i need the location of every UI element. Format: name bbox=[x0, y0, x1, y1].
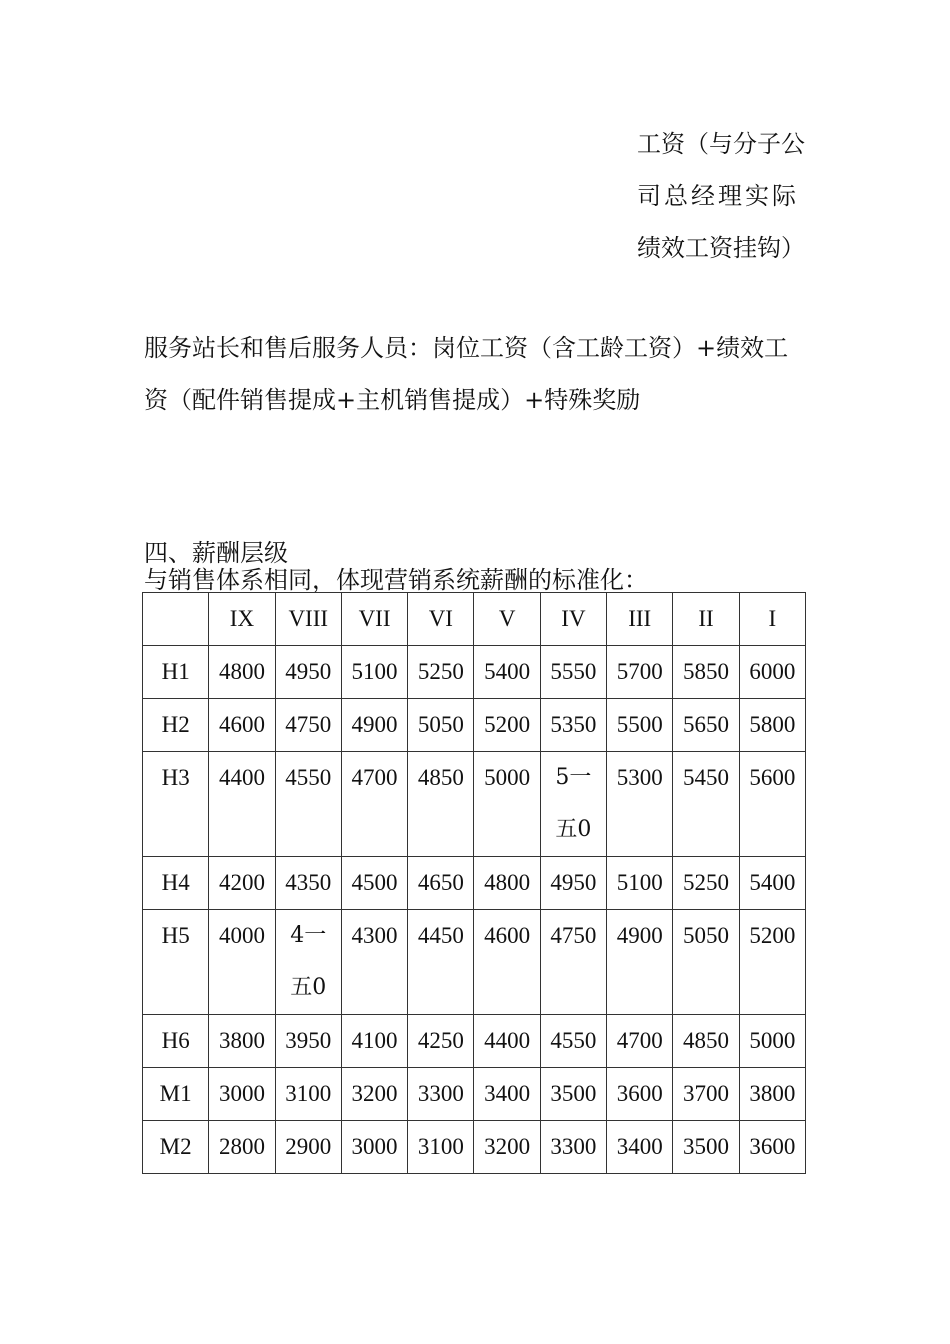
table-cell: 6000 bbox=[739, 646, 805, 699]
column-header: III bbox=[607, 593, 673, 646]
table-cell: 5700 bbox=[607, 646, 673, 699]
table-cell: 5250 bbox=[673, 857, 739, 910]
compensation-paragraph bbox=[144, 322, 809, 426]
column-header: VIII bbox=[275, 593, 341, 646]
table-cell: 5000 bbox=[474, 752, 540, 857]
section-intro: 与销售体系相同，体现营销系统薪酬的标准化： bbox=[144, 566, 648, 594]
row-level-label: H4 bbox=[143, 857, 209, 910]
header-corner-cell bbox=[143, 593, 209, 646]
right-text-line-3: 绩效工资挂钩） bbox=[637, 234, 805, 262]
table-cell: 5200 bbox=[739, 910, 805, 1015]
paragraph-line-2: 资（配件销售提成+主机销售提成）+特殊奖励 bbox=[144, 386, 641, 414]
table-cell: 4550 bbox=[540, 1015, 606, 1068]
column-header: VI bbox=[408, 593, 474, 646]
right-text-line-1: 工资（与分子公 bbox=[637, 130, 805, 158]
table-cell: 5450 bbox=[673, 752, 739, 857]
table-cell: 3800 bbox=[739, 1068, 805, 1121]
table-cell: 5050 bbox=[673, 910, 739, 1015]
table-cell: 4550 bbox=[275, 752, 341, 857]
table-cell: 3000 bbox=[341, 1121, 407, 1174]
table-cell: 4850 bbox=[673, 1015, 739, 1068]
row-level-label: H3 bbox=[143, 752, 209, 857]
row-level-label: H1 bbox=[143, 646, 209, 699]
table-cell: 5250 bbox=[408, 646, 474, 699]
table-cell: 5350 bbox=[540, 699, 606, 752]
table-cell: 5850 bbox=[673, 646, 739, 699]
table-cell: 4400 bbox=[474, 1015, 540, 1068]
column-header: VII bbox=[341, 593, 407, 646]
table-cell: 3600 bbox=[607, 1068, 673, 1121]
table-cell: 5400 bbox=[739, 857, 805, 910]
table-cell: 4250 bbox=[408, 1015, 474, 1068]
table-row bbox=[143, 1015, 806, 1068]
table-cell: 3500 bbox=[540, 1068, 606, 1121]
table-row bbox=[143, 699, 806, 752]
table-cell: 4900 bbox=[607, 910, 673, 1015]
table-cell: 3400 bbox=[474, 1068, 540, 1121]
table-cell: 4950 bbox=[275, 646, 341, 699]
table-cell: 5800 bbox=[739, 699, 805, 752]
table-row bbox=[143, 1068, 806, 1121]
paragraph-line-1: 服务站长和售后服务人员：岗位工资（含工龄工资）+绩效工 bbox=[144, 334, 789, 362]
table-cell: 4200 bbox=[209, 857, 275, 910]
row-level-label: H6 bbox=[143, 1015, 209, 1068]
table-cell: 3600 bbox=[739, 1121, 805, 1174]
table-cell: 4750 bbox=[275, 699, 341, 752]
table-cell: 3950 bbox=[275, 1015, 341, 1068]
row-level-label: H2 bbox=[143, 699, 209, 752]
table-cell: 4800 bbox=[474, 857, 540, 910]
table-cell: 3300 bbox=[408, 1068, 474, 1121]
table-cell: 3500 bbox=[673, 1121, 739, 1174]
table-cell: 4500 bbox=[341, 857, 407, 910]
right-text-block bbox=[637, 118, 812, 274]
table-cell: 4950 bbox=[540, 857, 606, 910]
section-title: 四、薪酬层级 bbox=[144, 539, 288, 567]
table-cell: 2900 bbox=[275, 1121, 341, 1174]
table-row bbox=[143, 910, 806, 1015]
table-cell: 4700 bbox=[607, 1015, 673, 1068]
table-cell: 2800 bbox=[209, 1121, 275, 1174]
table-cell: 4700 bbox=[341, 752, 407, 857]
table-row bbox=[143, 646, 806, 699]
table-cell: 4一 五0 bbox=[275, 910, 341, 1015]
table-cell: 5100 bbox=[341, 646, 407, 699]
table-cell: 5300 bbox=[607, 752, 673, 857]
table-cell: 4000 bbox=[209, 910, 275, 1015]
table-cell: 3200 bbox=[341, 1068, 407, 1121]
table-cell: 5100 bbox=[607, 857, 673, 910]
table-body bbox=[143, 646, 806, 1174]
table-cell: 4450 bbox=[408, 910, 474, 1015]
table-cell: 4600 bbox=[209, 699, 275, 752]
row-level-label: M1 bbox=[143, 1068, 209, 1121]
table-cell: 3400 bbox=[607, 1121, 673, 1174]
table-cell: 4100 bbox=[341, 1015, 407, 1068]
table-cell: 3700 bbox=[673, 1068, 739, 1121]
column-header: II bbox=[673, 593, 739, 646]
table-cell: 3300 bbox=[540, 1121, 606, 1174]
table-cell: 3100 bbox=[275, 1068, 341, 1121]
table-cell: 4350 bbox=[275, 857, 341, 910]
salary-level-table bbox=[142, 592, 806, 1174]
row-level-label: H5 bbox=[143, 910, 209, 1015]
table-header-row bbox=[143, 593, 806, 646]
column-header: I bbox=[739, 593, 805, 646]
column-header: V bbox=[474, 593, 540, 646]
table-cell: 4300 bbox=[341, 910, 407, 1015]
table-cell: 5500 bbox=[607, 699, 673, 752]
table-cell: 4750 bbox=[540, 910, 606, 1015]
table-row bbox=[143, 857, 806, 910]
table-cell: 4650 bbox=[408, 857, 474, 910]
table-cell: 3800 bbox=[209, 1015, 275, 1068]
table-cell: 3200 bbox=[474, 1121, 540, 1174]
table-cell: 5050 bbox=[408, 699, 474, 752]
table-row bbox=[143, 1121, 806, 1174]
table-cell: 4800 bbox=[209, 646, 275, 699]
table-cell: 4400 bbox=[209, 752, 275, 857]
column-header: IX bbox=[209, 593, 275, 646]
table-cell: 5650 bbox=[673, 699, 739, 752]
table-cell: 4900 bbox=[341, 699, 407, 752]
table-cell: 5600 bbox=[739, 752, 805, 857]
table-cell: 5550 bbox=[540, 646, 606, 699]
table-cell: 3000 bbox=[209, 1068, 275, 1121]
table-cell: 5200 bbox=[474, 699, 540, 752]
table-cell: 3100 bbox=[408, 1121, 474, 1174]
table-cell: 4850 bbox=[408, 752, 474, 857]
table-cell: 5400 bbox=[474, 646, 540, 699]
table-cell: 5000 bbox=[739, 1015, 805, 1068]
row-level-label: M2 bbox=[143, 1121, 209, 1174]
table-cell: 5一 五0 bbox=[540, 752, 606, 857]
column-header: IV bbox=[540, 593, 606, 646]
right-text-line-2: 司总经理实际 bbox=[637, 182, 799, 210]
table-cell: 4600 bbox=[474, 910, 540, 1015]
table-row bbox=[143, 752, 806, 857]
